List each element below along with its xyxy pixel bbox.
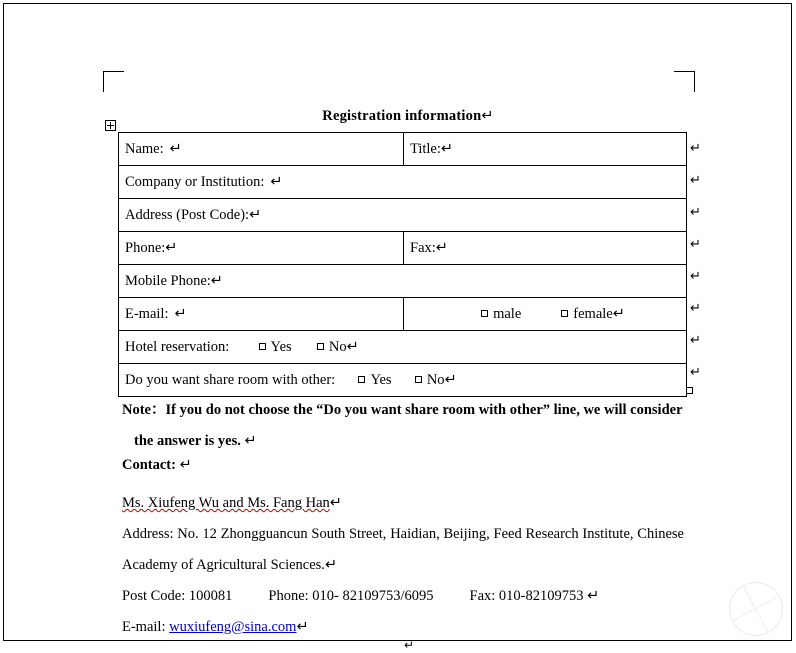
contact-phone: Phone: 010- 82109753/6095	[268, 588, 434, 604]
table-row-address	[119, 199, 687, 232]
row-mark: ↵	[690, 332, 701, 347]
row-mark: ↵	[690, 236, 701, 251]
page-corner-mark-top-left	[103, 71, 124, 92]
table-row-share-room	[119, 364, 687, 397]
paragraph-mark: ↵	[435, 239, 448, 256]
cell-email[interactable]: E-mail: ↵	[119, 298, 404, 331]
page-title	[124, 108, 692, 125]
contact-fax: Fax: 010-82109753	[469, 588, 584, 604]
cell-sex[interactable]	[404, 298, 687, 331]
checkbox-icon	[358, 376, 365, 383]
table-row-hotel	[119, 331, 687, 364]
checkbox-icon	[481, 310, 488, 317]
paragraph-mark: ↵	[165, 239, 178, 256]
note-paragraph	[122, 395, 684, 457]
row-mark: ↵	[690, 172, 701, 187]
row-mark: ↵	[690, 140, 701, 155]
cell-name[interactable]: Name: ↵	[119, 133, 404, 166]
paragraph-mark: ↵	[210, 272, 223, 289]
checkbox-icon	[415, 376, 422, 383]
paragraph-mark-title: ↵	[481, 108, 494, 124]
paragraph-mark: ↵	[174, 305, 187, 322]
contact-address-line-2: Academy of Agricultural Sciences.	[122, 557, 325, 573]
note-line-2: the answer is yes.	[134, 433, 241, 449]
contact-names-paragraph	[122, 488, 684, 519]
checkbox-hotel-no[interactable]: No	[317, 339, 347, 355]
watermark-icon	[729, 582, 783, 636]
cell-share-room[interactable]: Do you want share room with other: Yes No↵	[119, 364, 687, 397]
page-corner-mark-top-right	[674, 71, 695, 92]
paragraph-mark: ↵	[324, 557, 338, 573]
table-row-phone	[119, 232, 687, 265]
paragraph-mark: ↵	[440, 140, 454, 157]
table-row-name	[119, 133, 687, 166]
table-row-company	[119, 166, 687, 199]
cell-fax[interactable]: Fax:↵	[404, 232, 687, 265]
row-mark: ↵	[690, 268, 701, 283]
checkbox-male[interactable]: male	[481, 306, 521, 323]
contact-address-line-1: Address: No. 12 Zhongguancun South Street, Haidian, Beijing, Feed Research Institute, Chinese	[122, 526, 684, 542]
cell-phone[interactable]: Phone:↵	[119, 232, 404, 265]
note-line-1: Note：If you do not choose the “Do you want share room with other” line, we will consider	[122, 402, 683, 418]
paragraph-mark: ↵	[587, 588, 600, 604]
paragraph-mark: ↵	[329, 495, 342, 511]
row-mark: ↵	[690, 204, 701, 219]
checkbox-icon	[317, 343, 324, 350]
cell-company[interactable]: Company or Institution: ↵	[119, 166, 687, 199]
table-resize-handle[interactable]	[686, 387, 693, 394]
checkbox-hotel-yes[interactable]: Yes	[259, 339, 292, 355]
cell-title[interactable]: Title:↵	[404, 133, 687, 166]
cell-hotel-reservation[interactable]: Hotel reservation: Yes No↵	[119, 331, 687, 364]
row-mark: ↵	[690, 300, 701, 315]
contact-names: Ms. Xiufeng Wu and Ms. Fang Han	[122, 495, 330, 511]
paragraph-mark: ↵	[270, 173, 283, 190]
paragraph-mark: ↵	[612, 305, 625, 322]
checkbox-icon	[561, 310, 568, 317]
paragraph-mark: ↵	[346, 338, 359, 355]
contact-address-paragraph	[122, 519, 684, 581]
paragraph-mark: ↵	[249, 206, 262, 223]
table-row-mobile	[119, 265, 687, 298]
contact-email-link[interactable]: wuxiufeng@sina.com	[169, 619, 297, 635]
document-canvas	[4, 4, 791, 652]
table-row-email-sex	[119, 298, 687, 331]
checkbox-icon	[259, 343, 266, 350]
paragraph-mark: ↵	[444, 371, 457, 388]
cell-address[interactable]: Address (Post Code):↵	[119, 199, 687, 232]
contact-heading: Contact: ↵	[122, 457, 192, 473]
paragraph-mark: ↵	[179, 457, 192, 473]
document-page	[3, 3, 792, 652]
paragraph-mark: ↵	[296, 619, 309, 635]
note-line-2-wrap	[134, 426, 684, 457]
row-mark: ↵	[690, 364, 701, 379]
paragraph-mark: ↵	[169, 140, 182, 157]
row-paragraph-marks	[690, 132, 710, 388]
contact-email-paragraph	[122, 612, 684, 643]
contact-postcode: Post Code: 100081	[122, 588, 233, 604]
contact-email-label: E-mail:	[122, 619, 166, 635]
registration-form-table	[118, 132, 687, 397]
page-title-text: Registration information	[322, 108, 482, 124]
cell-mobile-phone[interactable]: Mobile Phone:↵	[119, 265, 687, 298]
checkbox-female[interactable]: female↵	[561, 306, 625, 323]
checkbox-share-yes[interactable]: Yes	[358, 372, 391, 388]
checkbox-share-no[interactable]: No	[415, 372, 445, 388]
paragraph-mark: ↵	[244, 433, 257, 449]
paragraph-mark-footer: ↵	[404, 638, 415, 652]
contact-postcode-paragraph	[122, 581, 684, 612]
table-move-handle[interactable]	[105, 120, 116, 131]
